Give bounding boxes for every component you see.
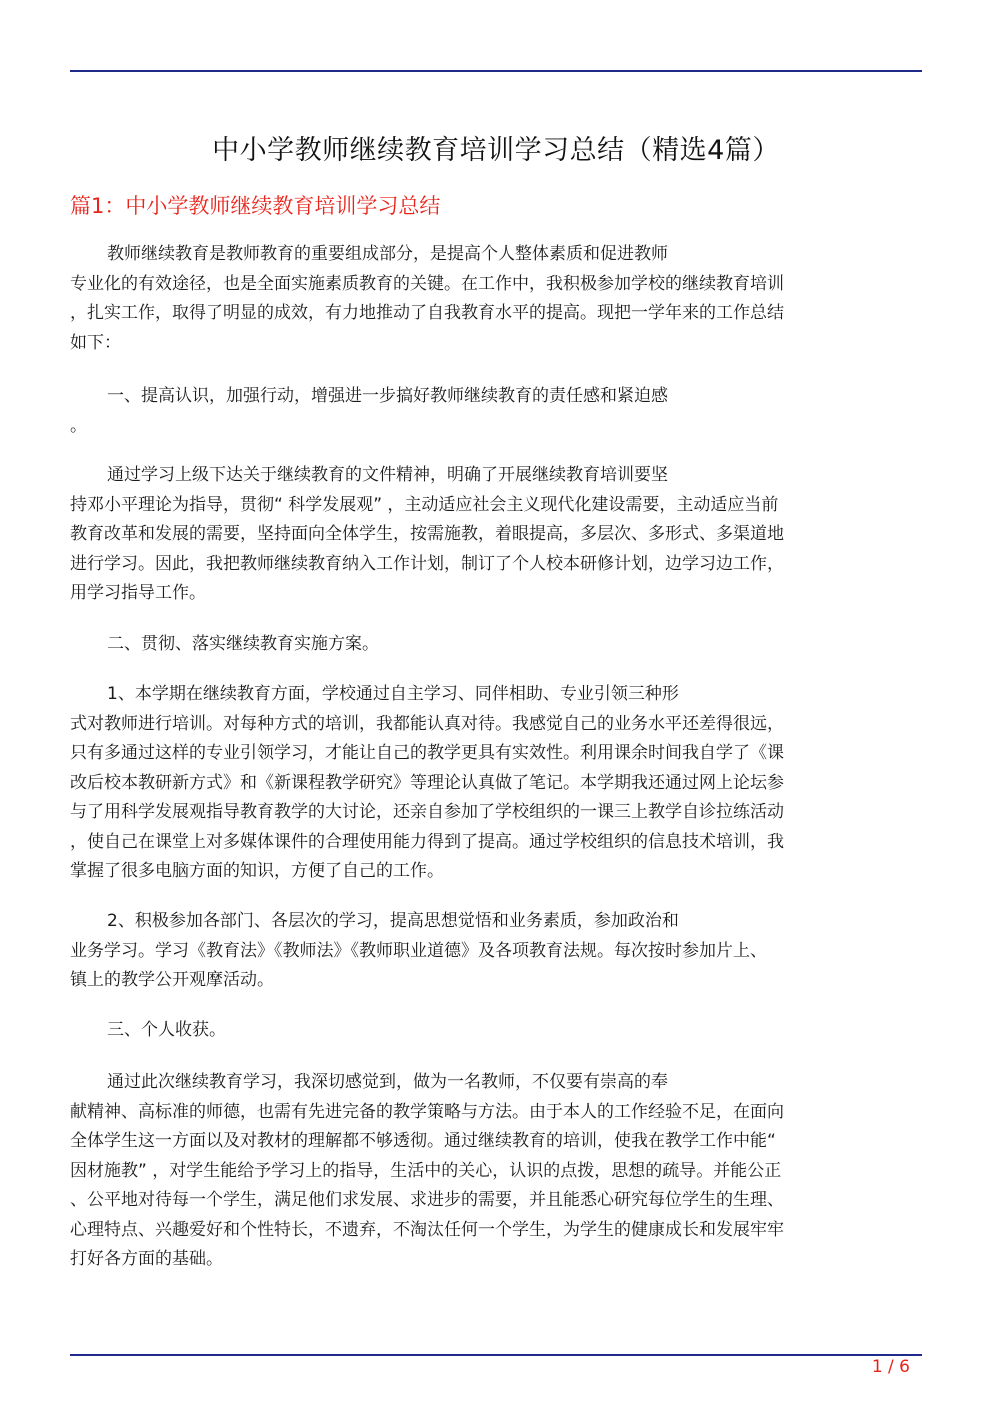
header-rule [70,70,922,72]
page-number: 1 / 6 [871,1357,910,1377]
paragraph-heading-1 [70,382,912,441]
paragraph-training-methods [70,680,912,887]
document-title: 中小学教师继续教育培训学习总结（精选4篇） [212,135,780,166]
text-line: 专业化的有效途径，也是全面实施素质教育的关键。在工作中，我积极参加学校的继续教育培训 [70,273,784,294]
text-line: 教育改革和发展的需要，坚持面向全体学生，按需施教，着眼提高，多层次、多形式、多渠道地 [70,524,784,544]
text-line: 进行学习。因此，我把教师继续教育纳入工作计划，制订了个人校本研修计划，边学习边工作， [70,553,784,574]
text-line: ，扎实工作，取得了明显的成效，有力地推动了自我教育水平的提高。现把一学年来的工作总结 [70,303,784,323]
paragraph-heading-3 [70,1016,912,1046]
paragraph-personal-gains [70,1068,912,1275]
text-line: 式对教师进行培训。对每种方式的培训，我都能认真对待。我感觉自己的业务水平还差得很远， [70,713,784,734]
text-line: 掌握了很多电脑方面的知识，方便了自己的工作。 [70,861,444,881]
text-line: 。 [70,415,87,436]
paragraph-heading-2 [70,630,912,660]
text-line: 二、贯彻、落实继续教育实施方案。 [107,634,379,654]
text-line: 通过此次继续教育学习，我深切感觉到，做为一名教师，不仅要有崇高的奉 [107,1072,668,1092]
text-line: 一、提高认识，加强行动，增强进一步搞好教师继续教育的责任感和紧迫感 [107,386,668,406]
text-line: 献精神、高标准的师德，也需有先进完备的教学策略与方法。由于本人的工作经验不足，在面向 [70,1101,784,1122]
text-line: ，使自己在课堂上对多媒体课件的合理使用能力得到了提高。通过学校组织的信息技术培训，我 [70,831,784,852]
text-line: 通过学习上级下达关于继续教育的文件精神，明确了开展继续教育培训要坚 [107,465,668,485]
text-line: 三、个人收获。 [107,1020,226,1040]
text-line: 用学习指导工作。 [70,583,206,603]
text-line: 镇上的教学公开观摩活动。 [70,970,274,990]
text-line: 教师继续教育是教师教育的重要组成部分，是提高个人整体素质和促进教师 [107,244,668,264]
text-line: 业务学习。学习《教育法》《教师法》《教师职业道德》及各项教育法规。每次按时参加片上、 [70,940,767,961]
text-line: 持邓小平理论为指导，贯彻“ 科学发展观” ，主动适应社会主义现代化建设需要，主动适应当前 [70,494,779,515]
text-line: 、公平地对待每一个学生，满足他们求发展、求进步的需要，并且能悉心研究每位学生的生理、 [70,1190,784,1210]
section-heading: 篇1：中小学教师继续教育培训学习总结 [70,194,441,218]
text-line: 如下： [70,332,121,353]
text-line: 全体学生这一方面以及对教材的理解都不够透彻。通过继续教育的培训，使我在教学工作中能“ [70,1131,776,1151]
text-line: 只有多通过这样的专业引领学习，才能让自己的教学更具有实效性。利用课余时间我自学了《课 [70,743,784,763]
paragraph-study-documents [70,461,912,609]
footer-rule [70,1354,922,1356]
text-line: 心理特点、兴趣爱好和个性特长，不遗弃，不淘汰任何一个学生，为学生的健康成长和发展牢牢 [70,1219,784,1240]
paragraph-intro [70,240,912,358]
text-line: 1、本学期在继续教育方面，学校通过自主学习、同伴相助、专业引领三种形 [107,684,679,704]
text-line: 2、积极参加各部门、各层次的学习，提高思想觉悟和业务素质，参加政治和 [107,911,679,931]
text-line: 改后校本教研新方式》和《新课程教学研究》等理论认真做了笔记。本学期我还通过网上论坛参 [70,772,784,793]
text-line: 因材施教” ，对学生能给予学习上的指导，生活中的关心，认识的点拨，思想的疏导。并能公正 [70,1160,782,1181]
paragraph-political-study [70,907,912,996]
text-line: 打好各方面的基础。 [70,1249,223,1269]
text-line: 与了用科学发展观指导教育教学的大讨论，还亲自参加了学校组织的一课三上教学自诊拉练活动 [70,802,784,822]
